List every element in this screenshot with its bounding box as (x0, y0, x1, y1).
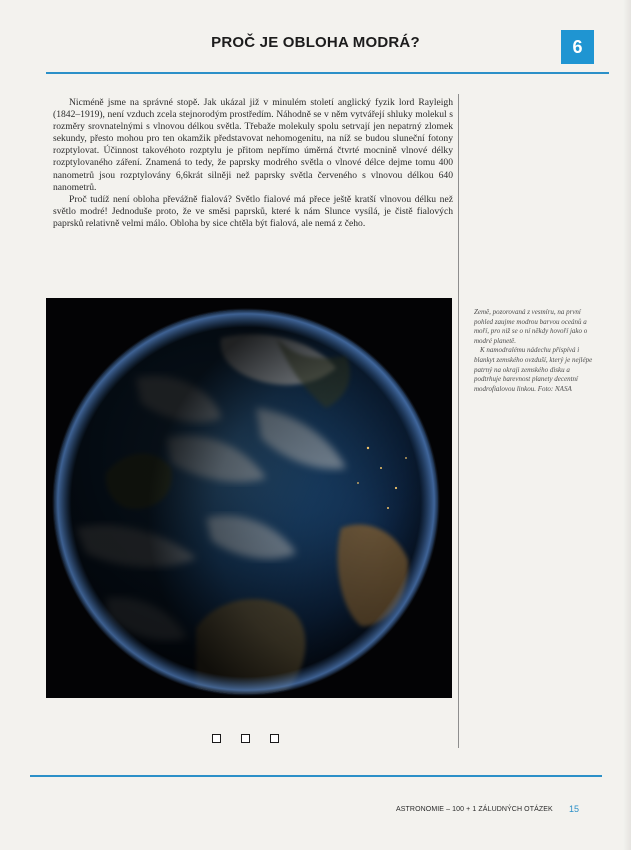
ornament-square-icon (212, 734, 221, 743)
running-footer: ASTRONOMIE – 100 + 1 ZÁLUDNÝCH OTÁZEK (396, 806, 553, 813)
footer-rule (30, 775, 602, 777)
ornament-square-icon (270, 734, 279, 743)
caption-paragraph-2: K namodralému nádechu přispívá i blankyt zemského ovzduší, který je nejlépe patrný na okraji zemského disku a podtrhuje barevnost planety decentní modrofialovou linkou. Foto: NASA (474, 346, 593, 393)
paragraph-1: Nicméně jsme na správné stopě. Jak ukázal již v minulém století anglický fyzik lord Rayleigh (1842–1919), není vzduch zcela stejnorodým prostředím. Náhodně se v něm vytvářejí shluky molekul s rozměry srovnatelnými s vlnovou délkou světla. Třebaže molekuly spolu setrvají jen nepatrný zlomek sekundy, přesto mohou pro ten okamžik představovat nehomogenitu, na níž se budou sluneční fotony rozptylovat. Účinnost takovéhoto rozptylu je přitom nepřímo úměrná čtvrté mocnině vlnové délky rozptylovaného záření. Znamená to tedy, že paprsky modrého světla o vlnové délce dejme tomu 400 nanometrů jsou rozptylovány 6,6krát silněji než paprsky světla červeného s vlnovou délkou 640 nanometrů. (53, 97, 453, 193)
caption-paragraph-1: Země, pozorovaná z vesmíru, na první pohled zaujme modrou barvou oceánů a moří, pro niž se o ní někdy hovoří jako o modré planetě. (474, 308, 588, 345)
chapter-number-badge: 6 (561, 30, 594, 64)
ornament-squares (212, 734, 292, 746)
header-rule (46, 72, 609, 74)
page-number: 15 (569, 804, 580, 814)
earth-photo (46, 298, 452, 698)
ornament-square-icon (241, 734, 250, 743)
paragraph-2: Proč tudíž není obloha převážně fialová? Světlo fialové má přece ještě kratší vlnovou délku než světlo modré! Jednoduše proto, že ve směsi paprsků, které k nám Slunce vysílá, je čistě fialových paprsků relativně velmi málo. Obloha by sice chtěla být fialová, ale nemá z čeho. (53, 193, 453, 229)
photo-caption (474, 308, 594, 394)
body-text (53, 97, 453, 230)
earth-globe-icon (46, 298, 452, 698)
page-gutter-shade (623, 0, 631, 850)
column-divider (458, 94, 459, 748)
page-title: PROČ JE OBLOHA MODRÁ? (211, 34, 420, 51)
